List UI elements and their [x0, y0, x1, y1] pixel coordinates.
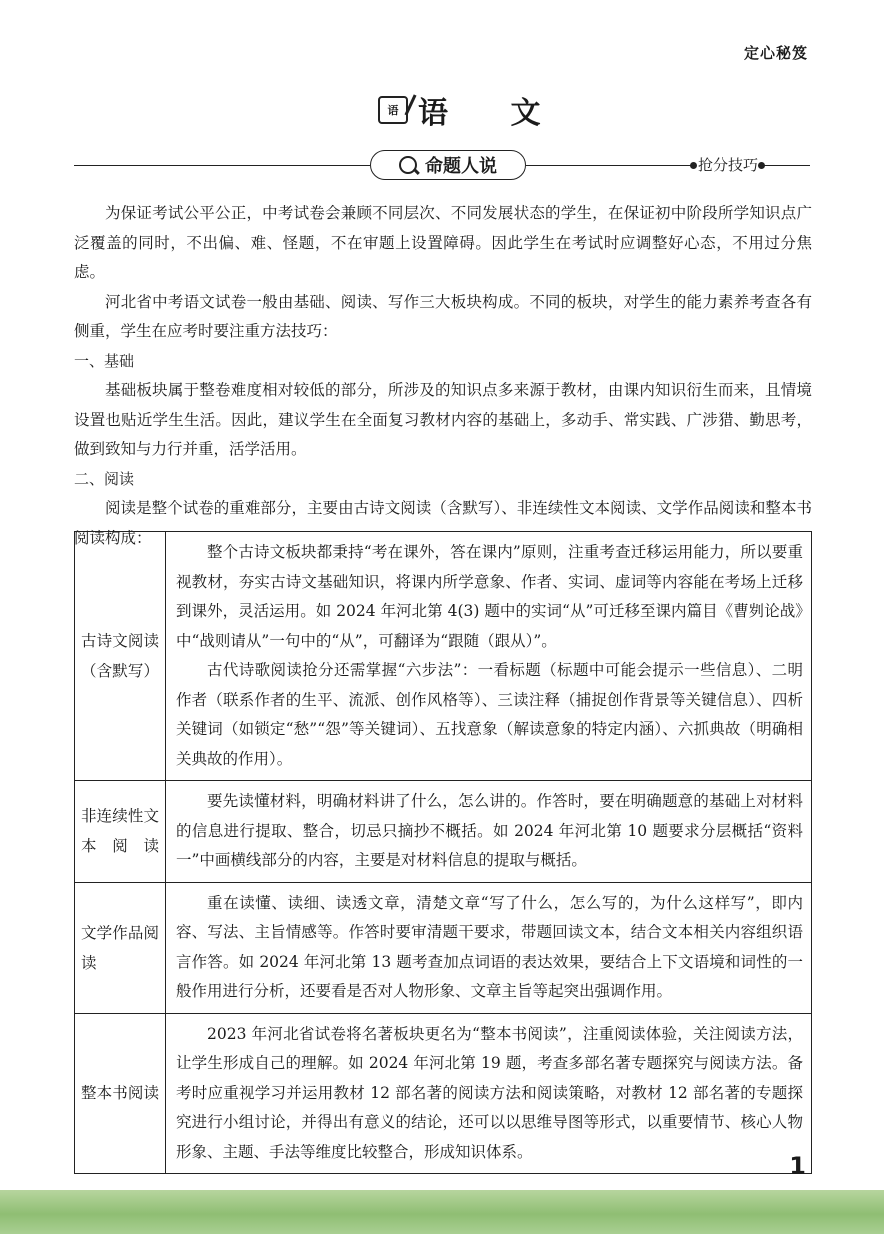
section-heading-basics: 一、基础	[74, 351, 135, 370]
corner-label: 定心秘笈	[743, 44, 808, 62]
subject-title	[378, 88, 566, 132]
row-body	[166, 781, 812, 883]
row-body	[166, 532, 812, 781]
row-label: 整本书阅读	[75, 1013, 166, 1174]
footer-band	[0, 1190, 884, 1234]
row-label: 非连续性文本阅读	[75, 781, 166, 883]
section-header	[74, 150, 810, 180]
row-body	[166, 882, 812, 1013]
page-number: 1	[789, 1152, 806, 1180]
row-paragraph: 古代诗歌阅读抢分还需掌握“六步法”：一看标题（标题中可能会提示一些信息）、二明作者（联系作者的生平、流派、创作风格等）、三读注释（捕捉创作背景等关键信息）、四析关键词（如锁定“愁”“怨”等关键词）、五找意象（解读意象的特定内涵）、六抓典故（明确相关典故的作用）。	[176, 661, 803, 768]
table-row	[75, 532, 812, 781]
table-row	[75, 781, 812, 883]
row-paragraph: 2023 年河北省试卷将名著板块更名为“整本书阅读”，注重阅读体验，关注阅读方法，让学生形成自己的理解。如 2024 年河北第 19 题，考查多部名著专题探究与阅读方法。备考时应重视学习并运用教材 12 部名著的阅读方法和阅读策略，对教材 12 部名著的专题探究进行小组讨论，并得出有意义的结论，还可以以思维导图等形式，以重要情节、核心人物形象、主题、手法等维度比较整合，形成知识体系。	[176, 1024, 803, 1161]
reading-paragraph: 阅读是整个试卷的重难部分，主要由古诗文阅读（含默写）、非连续性文本阅读、文学作品阅读和整本书阅读构成：	[74, 499, 812, 547]
intro-paragraph: 为保证考试公平公正，中考试卷会兼顾不同层次、不同发展状态的学生，在保证初中阶段所学知识点广泛覆盖的同时，不出偏、难、怪题，不在审题上设置障碍。因此学生在考试时应调整好心态，不用过分焦虑。	[74, 204, 812, 281]
main-content	[74, 199, 812, 553]
divider-line	[526, 165, 696, 166]
section-heading-reading: 二、阅读	[74, 469, 135, 488]
section-badge	[370, 150, 526, 180]
row-body	[166, 1013, 812, 1174]
row-label: 文学作品阅读	[75, 882, 166, 1013]
row-paragraph: 整个古诗文板块都秉持“考在课外，答在课内”原则，注重考查迁移运用能力，所以要重视教材，夯实古诗文基础知识，将课内所学意象、作者、实词、虚词等内容能在考场上迁移到课外，灵活运用。如 2024 年河北第 4(3) 题中的实词“从”可迁移至课内篇目《曹刿论战》中“战则请从”一句中的“从”，可翻译为“跟随（跟从）”。	[176, 543, 803, 650]
section-badge-label: 命题人说	[425, 156, 497, 177]
divider-line	[762, 165, 810, 166]
reading-strategy-table	[74, 531, 812, 1174]
row-label: 古诗文阅读（含默写）	[75, 532, 166, 781]
row-paragraph: 要先读懂材料，明确材料讲了什么，怎么讲的。作答时，要在明确题意的基础上对材料的信息进行提取、整合，切忌只摘抄不概括。如 2024 年河北第 10 题要求分层概括“资料一”中画横线部分的内容，主要是对材料信息的提取与概括。	[176, 792, 803, 869]
intro-paragraph: 河北省中考语文试卷一般由基础、阅读、写作三大板块构成。不同的板块，对学生的能力素养考查各有侧重，学生在应考时要注重方法技巧：	[74, 292, 812, 340]
subject-icon: 语	[378, 96, 408, 124]
basics-paragraph: 基础板块属于整卷难度相对较低的部分，所涉及的知识点多来源于教材，由课内知识衍生而来，且情境设置也贴近学生生活。因此，建议学生在全面复习教材内容的基础上，多动手、常实践、广涉猎、勤思考，做到致知与力行并重，活学活用。	[74, 381, 812, 458]
divider-dot	[690, 162, 697, 169]
subject-title-text: 语 文	[418, 96, 567, 131]
tips-label: 抢分技巧	[698, 156, 759, 174]
magnifier-icon	[399, 156, 417, 174]
row-paragraph: 重在读懂、读细、读透文章，清楚文章“写了什么，怎么写的，为什么这样写”，即内容、写法、主旨情感等。作答时要审清题干要求，带题回读文本，结合文本相关内容组织语言作答。如 2024 年河北第 13 题考查加点词语的表达效果，要结合上下文语境和词性的一般作用进行分析，还要看是否对人物形象、文章主旨等起突出强调作用。	[176, 893, 803, 1000]
table-row	[75, 882, 812, 1013]
table-row	[75, 1013, 812, 1174]
divider-line	[74, 165, 370, 166]
